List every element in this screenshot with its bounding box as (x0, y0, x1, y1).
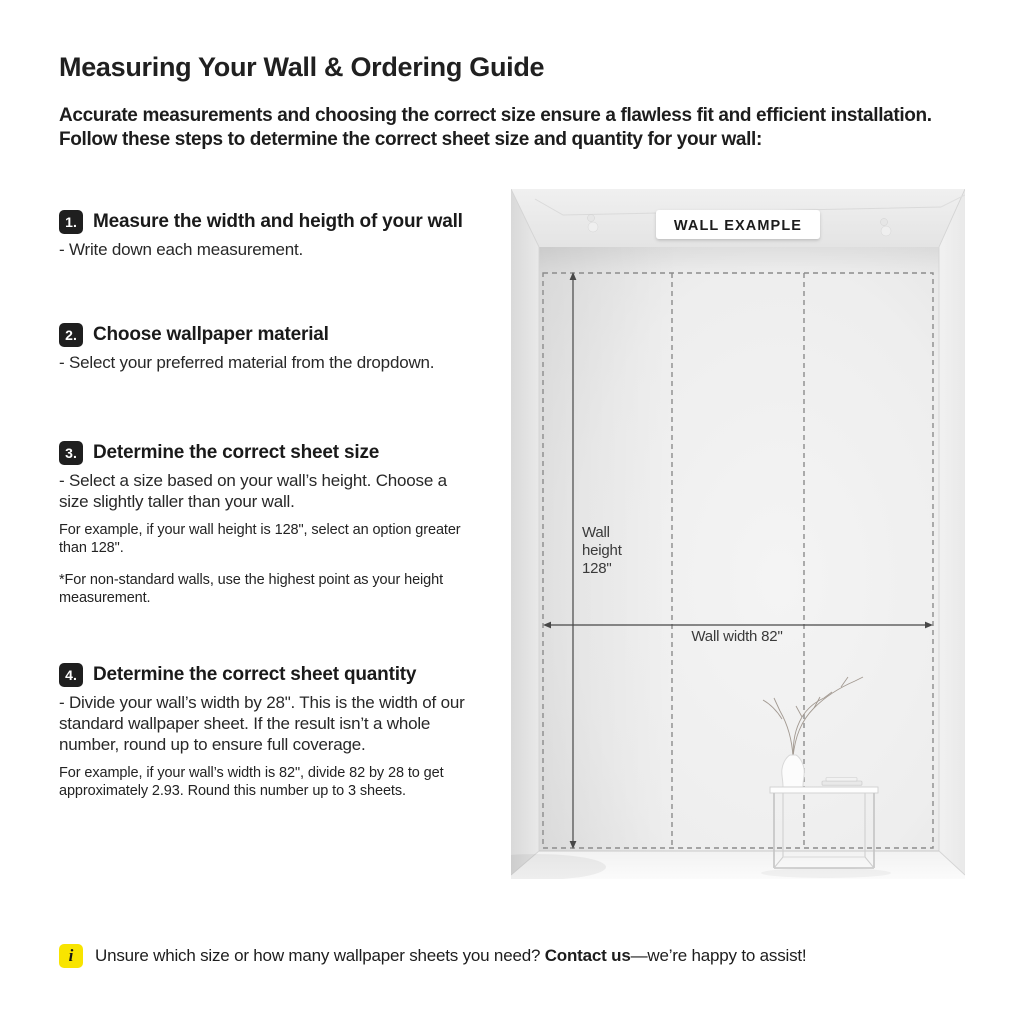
right-wall (939, 189, 965, 875)
step-1-header (59, 210, 521, 234)
page-title: Measuring Your Wall & Ordering Guide (59, 52, 545, 82)
svg-text:128": 128" (582, 560, 612, 577)
assistance-text-after: —we’re happy to assist! (630, 946, 807, 965)
step-example (59, 522, 521, 557)
step-note (59, 572, 521, 607)
step-example-line: approximately 2.93. Round this number up to 3 sheets. (59, 782, 406, 799)
step-heading: Determine the correct sheet size (93, 442, 380, 463)
step-body-line: standard wallpaper sheet. If the result isn’t a whole (59, 714, 431, 733)
step-note-line: *For non-standard walls, use the highest point as your height (59, 572, 444, 588)
intro-line: Follow these steps to determine the correct sheet size and quantity for your wall: (59, 128, 762, 150)
room-photo (511, 189, 965, 879)
wall-example-illustration (511, 189, 965, 879)
step-body-line: - Write down each measurement. (59, 240, 304, 259)
table-shadow (761, 868, 891, 878)
step-example-line: For example, if your wall’s width is 82", divide 82 by 28 to get (59, 765, 444, 781)
step-number-badge: 1. (59, 210, 83, 234)
step-body (59, 470, 521, 512)
step-number-badge: 3. (59, 441, 83, 465)
step-body-line: - Select a size based on your wall’s height. Choose a (59, 471, 447, 490)
step-4-header (59, 663, 521, 687)
step-4 (59, 663, 521, 800)
contact-us-link[interactable]: Contact us (544, 946, 631, 965)
intro-line: Accurate measurements and choosing the correct size ensure a flawless fit and efficient installation. (59, 105, 932, 126)
step-body-line: - Divide your wall’s width by 28". This is the width of our (59, 693, 465, 712)
step-2 (59, 323, 521, 373)
table-top (770, 787, 878, 793)
svg-text:WALL EXAMPLE: WALL EXAMPLE (673, 218, 803, 234)
step-example-line: For example, if your wall height is 128", select an option greater (59, 522, 461, 538)
step-body (59, 352, 521, 373)
step-body-line: number, round up to ensure full coverage. (59, 735, 366, 754)
step-body (59, 239, 521, 260)
step-number-badge: 2. (59, 323, 83, 347)
step-heading: Measure the width and heigth of your wall (93, 211, 463, 232)
left-wall (511, 189, 539, 875)
step-1 (59, 210, 521, 260)
assistance-text-before: Unsure which size or how many wallpaper sheets you need? (95, 946, 545, 965)
wall-example-label (656, 210, 820, 239)
step-body-line: - Select your preferred material from the dropdown. (59, 353, 435, 372)
step-heading: Determine the correct sheet quantity (93, 664, 417, 685)
step-3 (59, 441, 521, 607)
info-icon (59, 944, 83, 968)
intro-text (59, 104, 1009, 151)
step-2-header (59, 323, 521, 347)
step-body (59, 692, 521, 755)
assistance-text (95, 946, 806, 966)
step-body-line: size slightly taller than your wall. (59, 492, 295, 511)
step-3-header (59, 441, 521, 465)
info-icon-glyph: i (68, 946, 74, 965)
step-note-line: measurement. (59, 589, 151, 606)
wall-width-label: Wall width 82" (691, 628, 783, 645)
step-heading: Choose wallpaper material (93, 324, 329, 345)
assistance-note (59, 944, 806, 968)
step-example-line: than 128". (59, 539, 124, 556)
step-example (59, 765, 521, 800)
svg-text:Wall: Wall (582, 524, 610, 541)
books (822, 778, 862, 786)
step-number-badge: 4. (59, 663, 83, 687)
svg-text:height: height (582, 542, 622, 559)
